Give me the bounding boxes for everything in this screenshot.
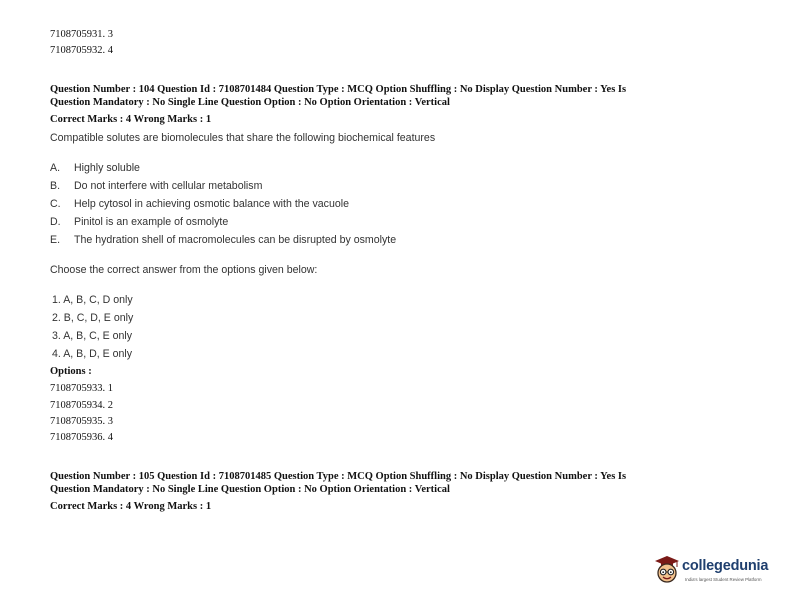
logo-tagline: India's largest Student Review Platform (685, 577, 762, 582)
statement-text: Highly soluble (74, 162, 140, 174)
statement-text: Pinitol is an example of osmolyte (74, 216, 229, 228)
q104-option-1: 7108705933. 1 (50, 383, 113, 394)
statement-text: The hydration shell of macromolecules can be disrupted by osmolyte (74, 234, 397, 246)
choice-item: 4. A, B, D, E only (52, 348, 133, 360)
q105-marks: Correct Marks : 4 Wrong Marks : 1 (50, 501, 212, 512)
q104-header-line1: Question Number : 104 Question Id : 7108701484 Question Type : MCQ Option Shuffling : No Display Question Number : Yes Is (50, 84, 627, 95)
logo-wordmark: collegedunia (682, 558, 769, 574)
q104-option-2: 7108705934. 2 (50, 400, 113, 411)
q104-instruction: Choose the correct answer from the options given below: (50, 264, 318, 276)
q104-marks: Correct Marks : 4 Wrong Marks : 1 (50, 114, 212, 125)
collegedunia-logo (652, 552, 784, 592)
statement-letter: A. (50, 162, 61, 174)
q104-option-3: 7108705935. 3 (50, 416, 113, 427)
q104-header-line2: Question Mandatory : No Single Line Question Option : No Option Orientation : Vertical (50, 97, 450, 108)
prev-option-1: 7108705931. 3 (50, 29, 113, 40)
choice-item: 3. A, B, C, E only (52, 330, 133, 342)
statement-letter: B. (50, 180, 61, 192)
statement-letter: C. (50, 198, 61, 210)
statement-text: Help cytosol in achieving osmotic balance with the vacuole (74, 198, 349, 210)
q105-header-line1: Question Number : 105 Question Id : 7108701485 Question Type : MCQ Option Shuffling : No Display Question Number : Yes Is (50, 471, 627, 482)
q104-question-text: Compatible solutes are biomolecules that share the following biochemical features (50, 132, 436, 144)
statement-letter: D. (50, 216, 61, 228)
statement-letter: E. (50, 234, 61, 246)
graduate-face-icon (652, 552, 682, 588)
q105-header-line2: Question Mandatory : No Single Line Question Option : No Option Orientation : Vertical (50, 484, 450, 495)
q104-option-4: 7108705936. 4 (50, 432, 113, 443)
choice-item: 1. A, B, C, D only (52, 294, 133, 306)
prev-option-2: 7108705932. 4 (50, 45, 113, 56)
statement-text: Do not interfere with cellular metabolism (74, 180, 263, 192)
q104-options-label: Options : (50, 366, 92, 377)
choice-item: 2. B, C, D, E only (52, 312, 134, 324)
